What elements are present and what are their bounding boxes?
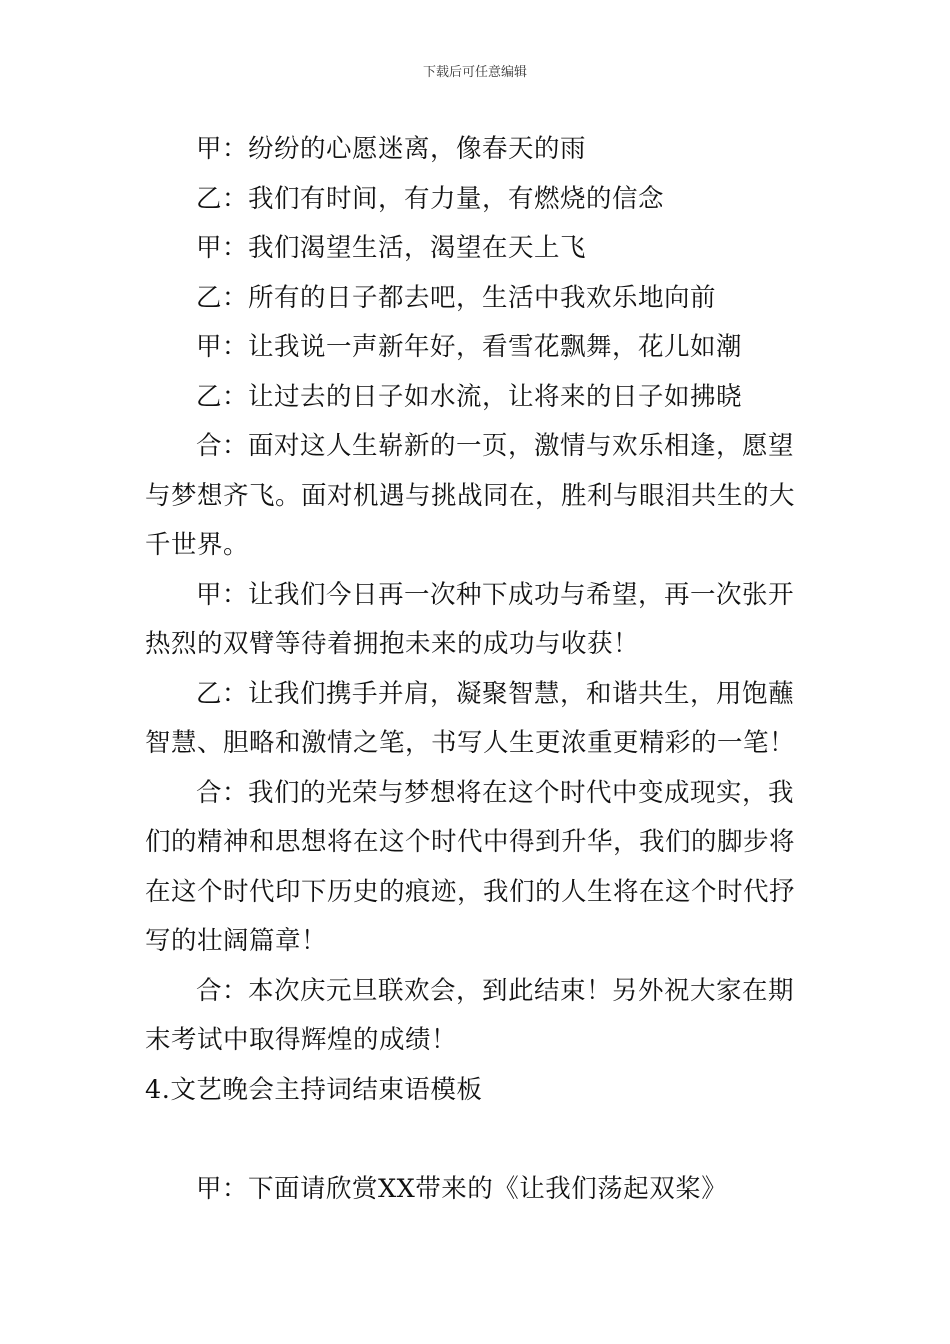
paragraph: 乙：所有的日子都去吧，生活中我欢乐地向前 [196, 282, 717, 313]
section-heading: 4.文艺晚会主持词结束语模板 [145, 1074, 483, 1105]
paragraph: 甲：我们渴望生活，渴望在天上飞 [196, 233, 587, 263]
paragraph: 乙：让我们携手并肩，凝聚智慧，和谐共生，用饱蘸智慧、胆略和激情之笔，书写人生更浓重更精彩的一笔！ [145, 678, 796, 758]
paragraph: 合：我们的光荣与梦想将在这个时代中变成现实，我们的精神和思想将在这个时代中得到升华，我们的脚步将在这个时代印下历史的痕迹，我们的人生将在这个时代抒写的壮阔篇章！ [145, 777, 796, 956]
paragraph: 乙：让过去的日子如水流，让将来的日子如拂晓 [196, 381, 743, 412]
paragraph: 合：面对这人生崭新的一页，激情与欢乐相逢，愿望与梦想齐飞。面对机遇与挑战同在，胜利与眼泪共生的大千世界。 [145, 431, 796, 560]
paragraph: 甲：下面请欣赏XX带来的《让我们荡起双桨》 [196, 1173, 728, 1204]
paragraph: 甲：让我说一声新年好，看雪花飘舞，花儿如潮 [196, 332, 743, 362]
blank-line [145, 1115, 807, 1165]
page-header: 下载后可任意编辑 [422, 65, 527, 80]
paragraph: 乙：我们有时间，有力量，有燃烧的信念 [196, 183, 665, 214]
paragraph: 甲：纷纷的心愿迷离，像春天的雨 [196, 134, 587, 164]
paragraph: 合：本次庆元旦联欢会，到此结束！另外祝大家在期末考试中取得辉煌的成绩！ [145, 975, 795, 1055]
paragraph: 甲：让我们今日再一次种下成功与希望，再一次张开热烈的双臂等待着拥抱未来的成功与收获！ [145, 579, 795, 659]
document-body [145, 125, 807, 1214]
